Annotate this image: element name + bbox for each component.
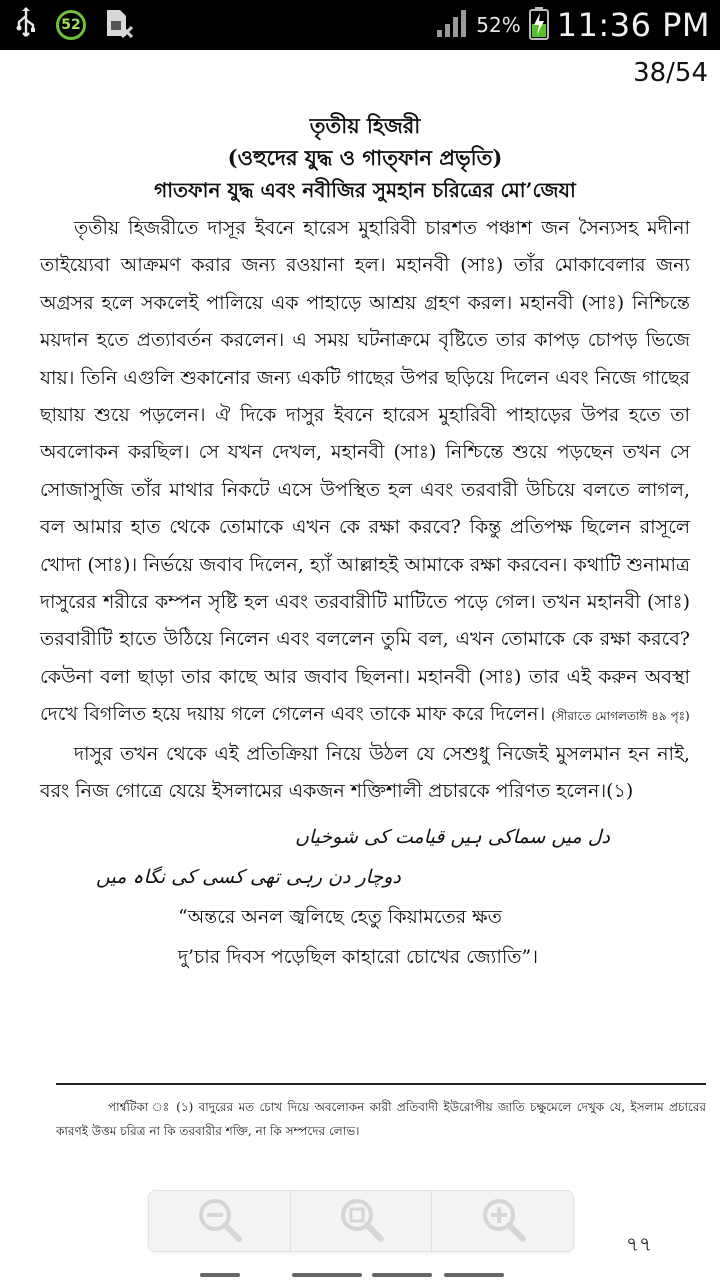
poem-line-1: “অন্তরে অনল জ্বলিছে হেতু কিয়ামতের ক্ষত	[178, 905, 502, 928]
body-paragraph-2: দাসুর তখন থেকে এই প্রতিক্রিয়া নিয়ে উঠল যে সেশুধু নিজেই মুসলমান হন নাই, বরং নিজ গোত্রে যেয়ে ইসলামের একজন শক্তিশালী প্রচারকে পরিণত হলেন।(১)	[40, 742, 690, 803]
zoom-in-icon	[479, 1195, 527, 1247]
battery-charging-icon	[529, 6, 549, 44]
zoom-fit-button[interactable]	[291, 1191, 433, 1251]
page-subtitle: (ওহুদের যুদ্ধ ও গাত্‌ফান প্রভৃতি)	[227, 145, 503, 170]
status-bar-right	[436, 0, 710, 50]
usb-icon	[14, 6, 38, 44]
zoom-out-button[interactable]	[149, 1191, 291, 1251]
footnote: পার্শ্বটিকা ঃ (১) বাদুরের মত চোখ দিয়ে অবলোকন কারী প্রতিবাদী ইউরোপীয় জাতি চক্ষুমেলে দেখুক যে, ইসলাম প্রচারের কারণই উত্তম চরিত্র না কি তরবারীর শক্তি, না কি সম্পদের লোভ।	[56, 1100, 706, 1138]
body-paragraph-1-text: তৃতীয় হিজরীতে দাসূর ইবনে হারেস মুহারিবী চারশত পঞ্চাশ জন সৈন্যসহ মদীনা তাইয়্যেবা আক্রমণ করার জন্য রওয়ানা হল। মহানবী (সাঃ) তাঁর মোকাবেলার জন্য অগ্রসর হলে সকলেই পালিয়ে এক পাহাড়ে আশ্রয় গ্রহণ করল। মহানবী (সাঃ) নিশ্চিন্তে ময়দান হতে প্রত্যাবর্তন করলেন। এ সময় ঘটনাক্রমে বৃষ্টিতে তার কাপড় চোপড় ভিজে যায়। তিনি এগুলি শুকানোর জন্য একটি গাছের উপর ছড়িয়ে দিলেন এবং নিজে গাছের ছায়ায় শুয়ে পড়লেন। ঐ দিকে দাসুর ইবনে হারেস মুহারিবী পাহাড়ের উপর হতে তা অবলোকন করছিল। সে যখন দেখল, মহানবী (সাঃ) নিশ্চিন্তে শুয়ে পড়ছেন তখন সে সোজাসুজি তাঁর মাথার নিকটে এসে উপস্থিত হল এবং তরবারী উচিয়ে বলতে লাগল, বল আমার হাত থেকে তোমাকে এখন কে রক্ষা করবে? কিন্তু প্রতিপক্ষ ছিলেন রাসূলে খোদা (সাঃ)। নির্ভয়ে জবাব দিলেন, হ্যাঁ আল্লাহই আমাকে রক্ষা করবেন। কথাটি শুনামাত্র দাসুরের শরীরে কম্পন সৃষ্টি হল এবং তরবারীটি মাটিতে পড়ে গেল। তখন মহানবী (সাঃ) তরবারীটি হাতে উঠিয়ে নিলেন এবং বললেন তুমি বল, এখন তোমাকে কে রক্ষা করবে? কেউনা বলা ছাড়া তার কাছে আর জবাব ছিলনা। মহানবী (সাঃ) তার এই করুন অবস্থা দেখে বিগলিত হয়ে দয়ায় গলে গেলেন এবং তাকে মাফ করে দিলেন।	[40, 217, 690, 726]
zoom-fit-icon	[337, 1195, 385, 1247]
battery-percent: 52%	[476, 13, 521, 37]
status-bar-left	[14, 0, 134, 50]
sim-error-icon	[104, 7, 134, 43]
poem-line-2: দু’চার দিবস পড়েছিল কাহারো চোখের জ্যোতি”।	[178, 945, 539, 968]
citation: (সীরাতে মোগলতাঈ ৪৯ পৃঃ)	[551, 709, 690, 724]
footnote-divider	[56, 1083, 706, 1085]
page-counter: 38/54	[633, 58, 708, 88]
sync-badge-icon: 52	[56, 10, 86, 40]
zoom-controls	[148, 1190, 574, 1252]
clock: 11:36 PM	[556, 6, 710, 44]
section-heading: গাতফান যুদ্ধ এবং নবীজির সুমহান চরিত্রের মো’জেযা	[154, 178, 576, 202]
signal-icon	[436, 8, 468, 42]
zoom-out-icon	[195, 1195, 243, 1247]
status-bar	[0, 0, 720, 50]
zoom-in-button[interactable]	[432, 1191, 573, 1251]
urdu-verse-line-2: دوچار دن رہی تھی کسی کی نگاہ میں	[96, 865, 401, 888]
printed-page-number: ৭৭	[625, 1232, 652, 1256]
next-page-peek	[200, 1268, 520, 1280]
body-paragraph-1	[40, 210, 690, 736]
urdu-verse-line-1: دل میں سماکی ہیں قیامت کی شوخیاں	[294, 825, 610, 848]
page-title: তৃতীয় হিজরী	[309, 113, 421, 138]
document-page	[40, 110, 690, 977]
